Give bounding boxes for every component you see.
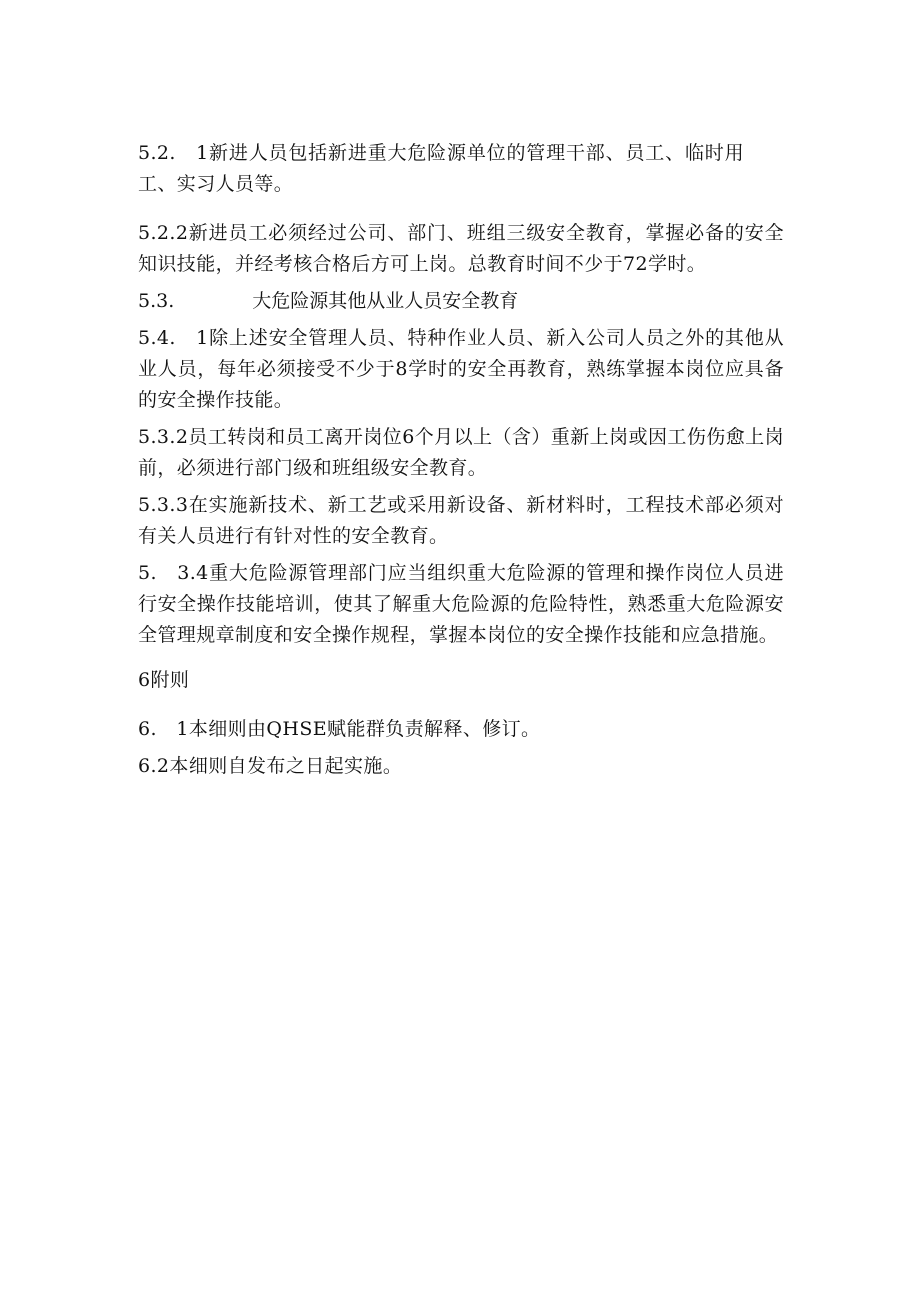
clause-5-4-1: 5.4. 1除上述安全管理人员、特种作业人员、新入公司人员之外的其他从业人员，每年必须接受不少于8学时的安全再教育，熟练掌握本岗位应具备的安全操作技能。 xyxy=(138,327,784,411)
clause-6-2: 6.2本细则自发布之日起实施。 xyxy=(138,755,403,777)
clause-5-3-3: 5.3.3在实施新技术、新工艺或采用新设备、新材料时，工程技术部必须对有关人员进行有针对性的安全教育。 xyxy=(138,494,784,547)
section-6-heading: 6附则 xyxy=(138,669,190,691)
clause-6-1: 6. 1本细则由QHSE赋能群负责解释、修订。 xyxy=(138,718,541,740)
clause-5-3-2: 5.3.2员工转岗和员工离开岗位6个月以上（含）重新上岗或因工伤伤愈上岗前，必须进行部门级和班组级安全教育。 xyxy=(138,426,784,479)
clause-5-2-1: 5.2. 1新进人员包括新进重大危险源单位的管理干部、员工、临时用工、实习人员等。 xyxy=(138,142,744,195)
clause-5-3-number: 5.3. xyxy=(138,290,175,312)
clause-5-3-heading xyxy=(138,286,784,317)
document-body xyxy=(138,138,784,782)
clause-5-2-2: 5.2.2新进员工必须经过公司、部门、班组三级安全教育，掌握必备的安全知识技能，并经考核合格后方可上岗。总教育时间不少于72学时。 xyxy=(138,222,784,275)
clause-5-3-4: 5. 3.4重大危险源管理部门应当组织重大危险源的管理和操作岗位人员进行安全操作技能培训，使其了解重大危险源的危险特性，熟悉重大危险源安全管理规章制度和安全操作规程，掌握本岗位的安全操作技能和应急措施。 xyxy=(138,562,784,646)
clause-5-3-title: 大危险源其他从业人员安全教育 xyxy=(252,290,519,312)
